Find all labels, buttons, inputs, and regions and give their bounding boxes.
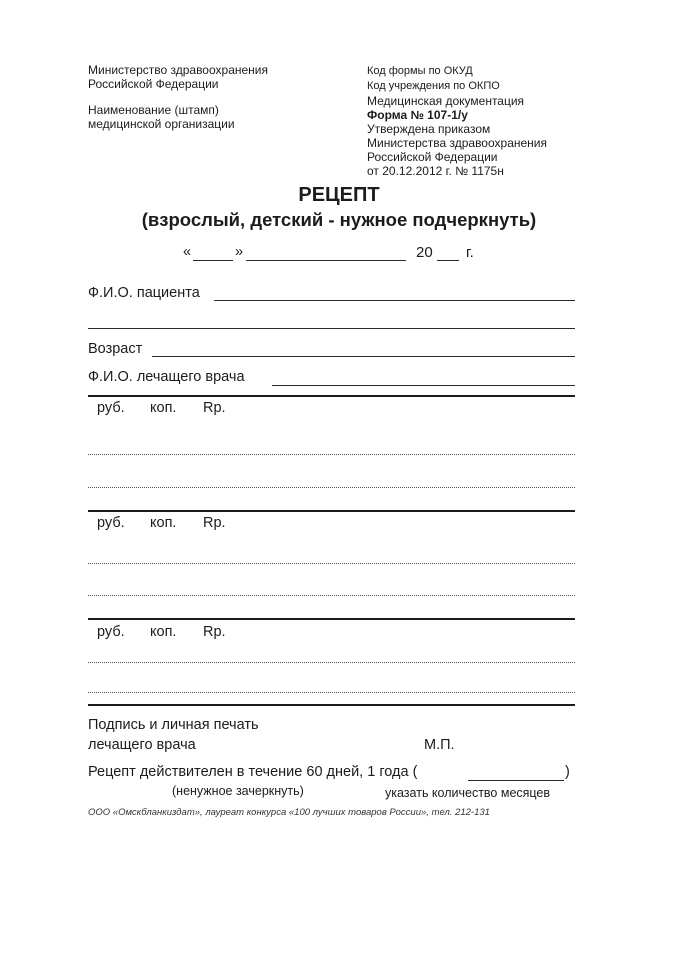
validity-close-paren: ): [565, 764, 570, 780]
rx1-kop-label: коп.: [150, 400, 177, 416]
rx2-line2[interactable]: [88, 595, 575, 596]
validity-note-strike: (ненужное зачеркнуть): [172, 784, 304, 798]
doctor-name-field[interactable]: [272, 385, 575, 386]
date-open-quote: «: [183, 244, 192, 260]
approved-line3: Российской Федерации: [367, 150, 498, 164]
printer-footer: ООО «Омскбланкиздат», лауреат конкурса «100 лучших товаров России», тел. 212-131: [88, 807, 490, 818]
patient-name-field-line2[interactable]: [88, 328, 575, 329]
age-field[interactable]: [152, 356, 575, 357]
rx1-line2[interactable]: [88, 487, 575, 488]
approved-line1: Утверждена приказом: [367, 122, 491, 136]
okpo-code-label: Код учреждения по ОКПО: [367, 80, 500, 92]
rx3-line1[interactable]: [88, 662, 575, 663]
okud-code-label: Код формы по ОКУД: [367, 65, 473, 77]
rx1-rub-label: руб.: [97, 400, 125, 416]
patient-name-label: Ф.И.О. пациента: [88, 285, 200, 301]
rx2-rub-label: руб.: [97, 515, 125, 531]
org-stamp-line2: медицинской организации: [88, 117, 235, 131]
validity-months-field[interactable]: [468, 780, 564, 781]
doctor-name-label: Ф.И.О. лечащего врача: [88, 369, 245, 385]
rx2-divider: [88, 618, 575, 620]
rx3-rub-label: руб.: [97, 624, 125, 640]
section-divider: [88, 395, 575, 397]
age-label: Возраст: [88, 341, 143, 357]
rx3-line2[interactable]: [88, 692, 575, 693]
org-stamp-line1: Наименование (штамп): [88, 103, 219, 117]
patient-name-field[interactable]: [214, 300, 575, 301]
validity-text: Рецепт действителен в течение 60 дней, 1 года (: [88, 764, 418, 780]
rx2-rp-label: Rp.: [203, 515, 226, 531]
page-title: РЕЦЕПТ: [298, 184, 380, 206]
date-year-field[interactable]: [437, 260, 459, 261]
rx3-kop-label: коп.: [150, 624, 177, 640]
approved-line4: от 20.12.2012 г. № 1175н: [367, 164, 504, 178]
rx1-line1[interactable]: [88, 454, 575, 455]
ministry-line2: Российской Федерации: [88, 77, 219, 91]
validity-note-months: указать количество месяцев: [385, 786, 551, 800]
rx3-rp-label: Rp.: [203, 624, 226, 640]
form-number: Форма № 107-1/у: [367, 108, 468, 122]
date-year-prefix: 20: [416, 244, 433, 261]
date-close-quote: »: [235, 244, 244, 260]
doc-type: Медицинская документация: [367, 94, 525, 108]
rx2-kop-label: коп.: [150, 515, 177, 531]
rx1-divider: [88, 510, 575, 512]
rx2-line1[interactable]: [88, 563, 575, 564]
date-month-field[interactable]: [246, 260, 406, 261]
approved-line2: Министерства здравоохранения: [367, 136, 547, 150]
signature-label-line1: Подпись и личная печать: [88, 717, 259, 733]
date-year-suffix: г.: [466, 244, 474, 261]
rx1-rp-label: Rp.: [203, 400, 226, 416]
date-day-field[interactable]: [193, 260, 233, 261]
rx3-divider: [88, 704, 575, 706]
page-subtitle: (взрослый, детский - нужное подчеркнуть): [141, 209, 537, 230]
ministry-line1: Министерство здравоохранения: [88, 63, 268, 77]
stamp-place-label: М.П.: [424, 737, 455, 753]
signature-label-line2: лечащего врача: [88, 737, 196, 753]
